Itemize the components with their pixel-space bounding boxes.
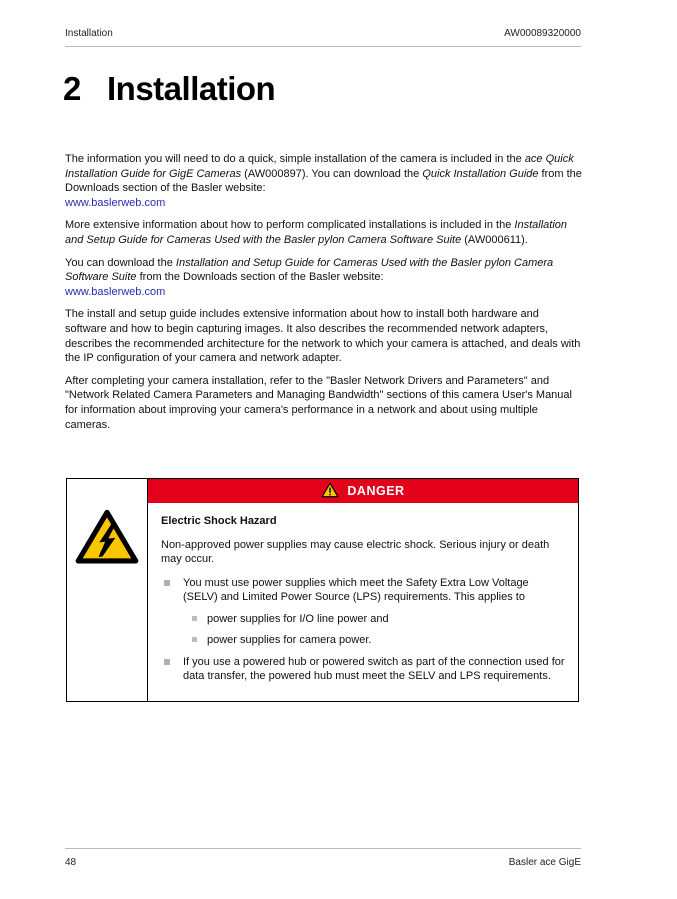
paragraph-text: (AW000897). You can download the: [241, 167, 423, 180]
paragraph-text: You can download the: [65, 256, 176, 269]
square-bullet-icon: [192, 616, 197, 621]
exclamation-warning-triangle-icon: [321, 482, 339, 501]
paragraph-text: (AW000611).: [461, 233, 528, 246]
hazard-title: Electric Shock Hazard: [161, 515, 277, 527]
square-bullet-icon: [164, 580, 170, 586]
list-item-text: You must use power supplies which meet the Safety Extra Low Voltage (SELV) and Limited Power Source (LPS) requirements. This applies to: [183, 576, 529, 603]
danger-notice-box: [66, 478, 579, 702]
chapter-number: 2: [63, 70, 81, 107]
paragraph-text: The information you will need to do a quick, simple installation of the camera is included in the: [65, 153, 525, 165]
square-bullet-icon: [164, 659, 170, 665]
chapter-name: Installation: [107, 70, 276, 107]
paragraph-text: from the Downloads section of the Basler website:: [65, 167, 582, 195]
list-item-text: power supplies for I/O line power and: [207, 612, 389, 625]
list-item: [161, 655, 565, 684]
page-number: 48: [65, 857, 77, 868]
italic-guide-title: ace Quick Installation Guide for GigE Cameras: [65, 153, 574, 180]
paragraph-1: [65, 152, 582, 210]
paragraph-2: [65, 218, 582, 247]
paragraph-5: After completing your camera installation, refer to the "Basler Network Drivers and Parameters" and "Network Related Camera Parameters and Managing Bandwidth" sections of this camera User's Manual for information about improving your camera's performance in a network and about using multiple cameras.: [65, 374, 572, 431]
danger-body-panel: [148, 479, 578, 701]
paragraph-3: [65, 256, 582, 300]
document-number: AW00089320000: [504, 28, 581, 39]
page-footer: [65, 848, 581, 868]
chapter-title: [63, 70, 275, 108]
list-item: [192, 612, 565, 627]
sub-list: [192, 612, 565, 648]
high-voltage-warning-triangle-icon: [75, 507, 139, 570]
paragraph-text: from the Downloads section of the Basler website:: [136, 271, 384, 284]
square-bullet-icon: [192, 637, 197, 642]
basler-website-link[interactable]: www.baslerweb.com: [65, 196, 166, 209]
italic-guide-title: Installation and Setup Guide for Cameras Used with the Basler pylon Camera Software Suite: [65, 219, 567, 246]
paragraph-4: The install and setup guide includes extensive information about how to install both hardware and software and how to begin capturing images. It also describes the recommended network adapters, describes the recommended architecture for the network to which your camera is attached, and deals with the IP configuration of your camera and network adapter.: [65, 308, 581, 365]
basler-website-link[interactable]: www.baslerweb.com: [65, 285, 166, 298]
hazard-description: Non-approved power supplies may cause electric shock. Serious injury or death may occur.: [161, 538, 550, 565]
italic-guide-title: Quick Installation Guide: [422, 167, 539, 180]
italic-guide-title: Installation and Setup Guide for Cameras Used with the Basler pylon Camera Software Suite: [65, 256, 554, 284]
danger-label: DANGER: [347, 484, 405, 498]
footer-product-name: Basler ace GigE: [508, 857, 581, 868]
danger-icon-panel: [67, 479, 148, 701]
list-item: [161, 576, 565, 605]
running-header: [65, 28, 581, 47]
list-item-text: power supplies for camera power.: [207, 634, 372, 646]
danger-content: [148, 503, 578, 701]
list-item: [192, 633, 565, 648]
list-item-text: If you use a powered hub or powered switch as part of the connection used for data transfer, the powered hub must meet the SELV and LPS requirements.: [183, 655, 565, 682]
danger-header-bar: [148, 479, 578, 503]
paragraph-text: More extensive information about how to perform complicated installations is included in the: [65, 219, 515, 232]
running-header-section: Installation: [65, 28, 113, 39]
body-copy: [65, 152, 582, 440]
